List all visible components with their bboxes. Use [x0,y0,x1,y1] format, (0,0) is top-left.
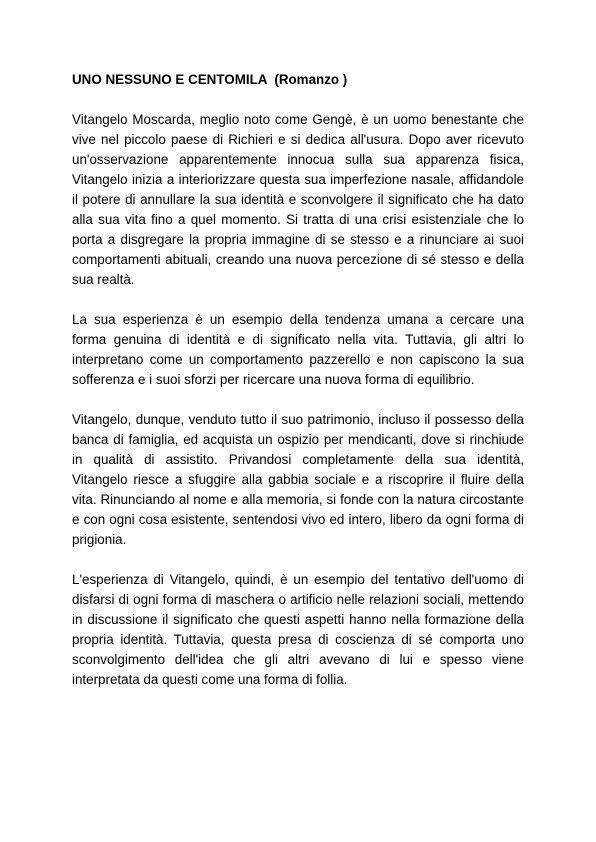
paragraph-4: L'esperienza di Vitangelo, quindi, è un esempio del tentativo dell'uomo di disfarsi di ogni forma di maschera o artificio nelle relazioni sociali, mettendo in discussione il significato che questi aspetti hanno nella formazione della propria identità. Tuttavia, questa presa di coscienza di sé comporta uno sconvolgimento dell'idea che gli altri avevano di lui e spesso viene interpretata da questi come una forma di follia. [72,572,524,687]
paragraph-1: Vitangelo Moscarda, meglio noto come Gengè, è un uomo benestante che vive nel piccolo paese di Richieri e si dedica all'usura. Dopo aver ricevuto un'osservazione apparentemente innocua sulla sua apparenza fisica, Vitangelo inizia a interiorizzare questa sua imperfezione nasale, affidandole il potere di annullare la sua identità e sconvolgere il significato che ha dato alla sua vita fino a quel momento. Si tratta di una crisi esistenziale che lo porta a disgregare la propria immagine di se stesso e a rinunciare ai suoi comportamenti abituali, creando una nuova percezione di sé stesso e della sua realtà. [72,112,524,287]
document-title: UNO NESSUNO E CENTOMILA (Romanzo ) [72,72,348,87]
paragraph-2: La sua esperienza è un esempio della tendenza umana a cercare una forma genuina di identità e di significato nella vita. Tuttavia, gli altri lo interpretano come un comportamento pazzerello e non capiscono la sua sofferenza e i suoi sforzi per ricercare una nuova forma di equilibrio. [72,312,524,387]
paragraph-3: Vitangelo, dunque, venduto tutto il suo patrimonio, incluso il possesso della banca di famiglia, ed acquista un ospizio per mendicanti, dove si rinchiude in qualità di assistito. Privandosi completamente della sua identità, Vitangelo riesce a sfuggire alla gabbia sociale e a riscoprire il fluire della vita. Rinunciando al nome e alla memoria, si fonde con la natura circostante e con ogni cosa esistente, sentendosi vivo ed intero, libero da ogni forma di prigionia. [72,412,524,547]
document-page [72,70,524,690]
